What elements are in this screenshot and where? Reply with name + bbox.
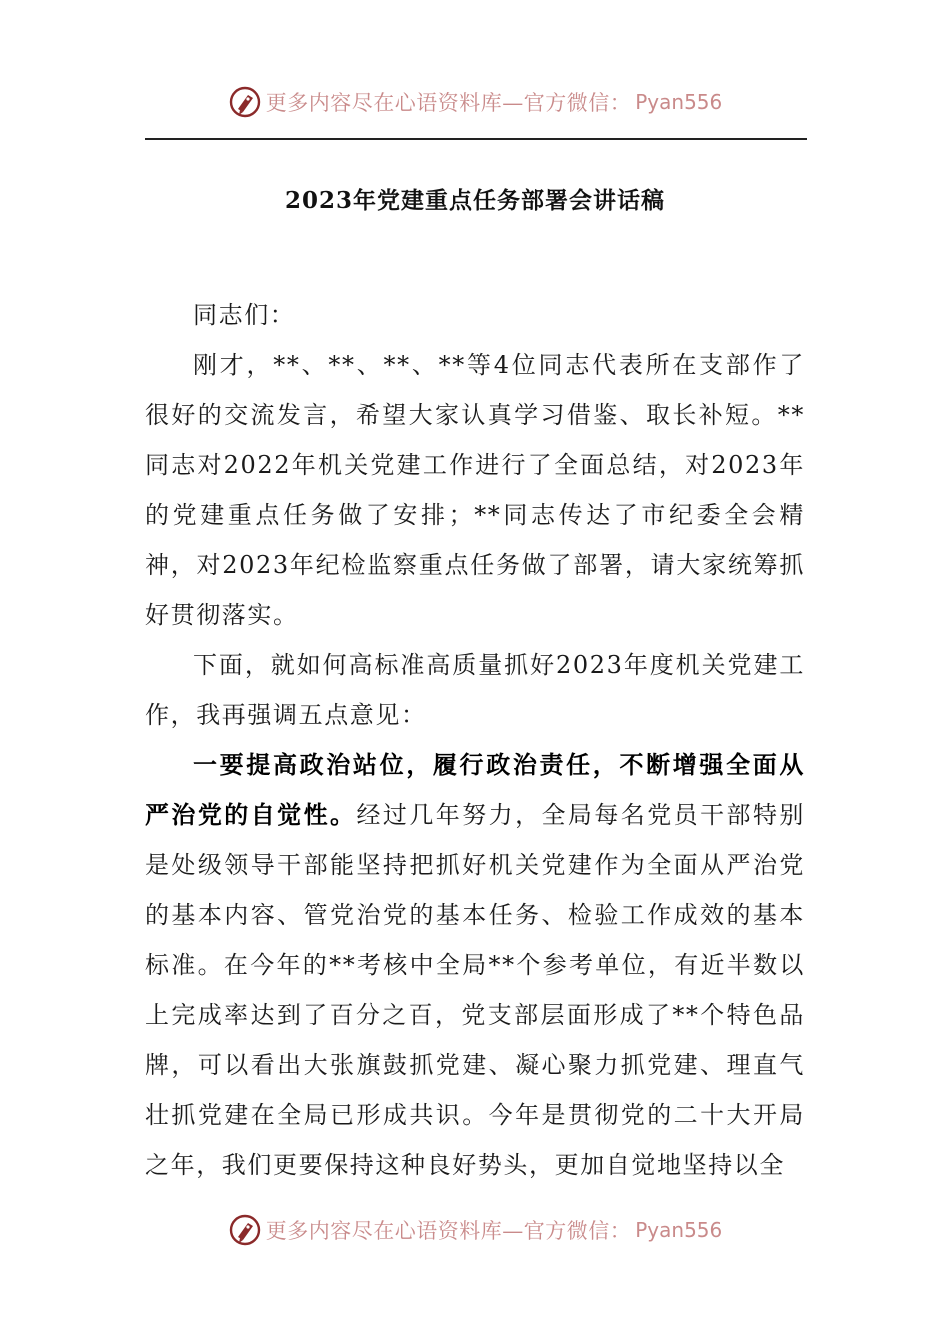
header-watermark [0,82,950,122]
watermark-wechat-id: Pyan556 [635,1218,723,1242]
document-title: 2023年党建重点任务部署会讲话稿 [284,187,665,214]
watermark-wechat-id: Pyan556 [635,90,723,114]
salutation: 同志们： [193,301,296,329]
paragraph-3-heading: 一要提高政治站位，履行政治责任，不断增强全面从严治党的自觉性。 [145,750,805,829]
paragraph-3-body: 经过几年努力，全局每名党员干部特别是处级领导干部能坚持把抓好机关党建作为全面从严治党的基本内容、管党治党的基本任务、检验工作成效的基本标准。在今年的**考核中全局**个参考单位，有近半数以上完成率达到了百分之百，党支部层面形成了**个特色品牌，可以看出大张旗鼓抓党建、凝心聚力抓党建、理直气壮抓党建在全局已形成共识。今年是贯彻党的二十大开局之年，我们更要保持这种良好势头，更加自觉地坚持以全 [145,801,805,1179]
pen-nib-circle-icon [228,85,262,119]
paragraph-2: 下面，就如何高标准高质量抓好2023年度机关党建工作，我再强调五点意见： [145,651,805,729]
watermark-text: 更多内容尽在心语资料库—官方微信： [265,91,632,115]
paragraph-3 [145,740,805,1190]
pen-nib-circle-icon [228,1213,262,1247]
header-divider [145,138,807,140]
watermark-text: 更多内容尽在心语资料库—官方微信： [265,1219,632,1243]
document-body [145,290,805,1190]
footer-watermark [0,1210,950,1250]
paragraph-1: 刚才，**、**、**、**等4位同志代表所在支部作了很好的交流发言，希望大家认真学习借鉴、取长补短。**同志对2022年机关党建工作进行了全面总结，对2023年的党建重点任务做了安排；**同志传达了市纪委全会精神，对2023年纪检监察重点任务做了部署，请大家统筹抓好贯彻落实。 [145,351,805,629]
